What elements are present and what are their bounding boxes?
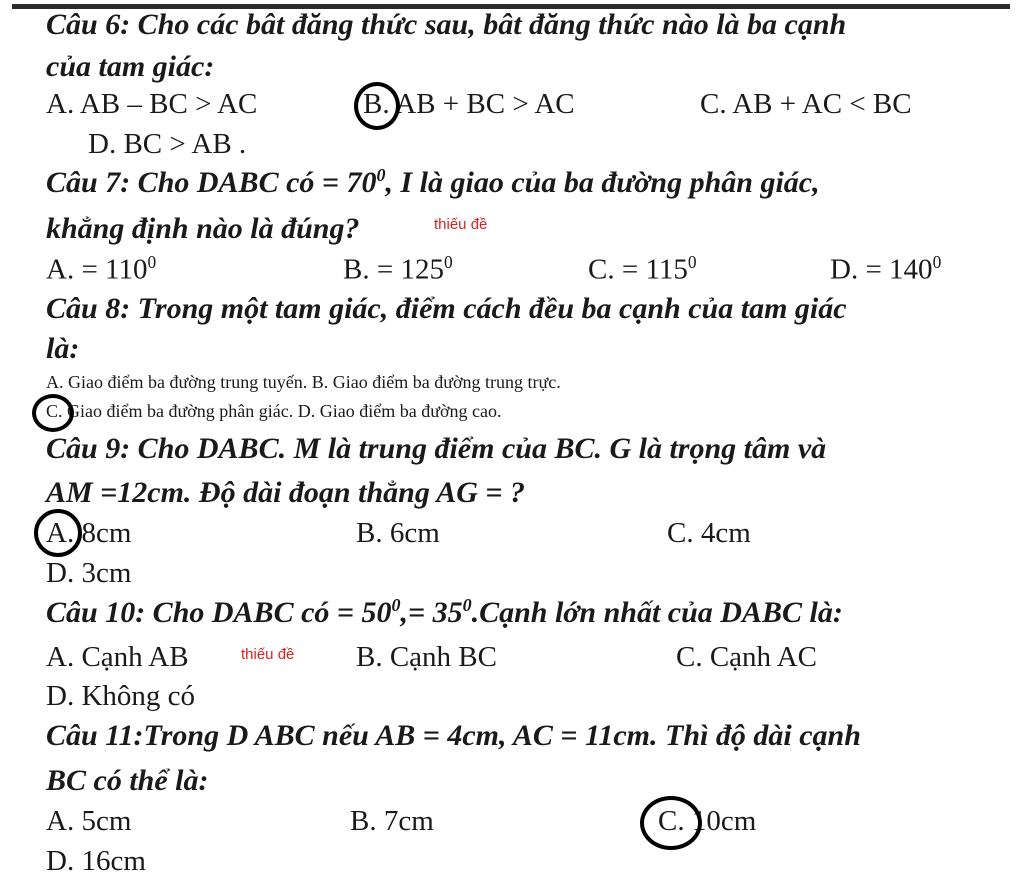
- answer-circle-q9: [34, 509, 82, 557]
- q10-option-a: A. Cạnh AB: [46, 641, 189, 673]
- q9-option-b: B. 6cm: [356, 517, 440, 549]
- q6-option-a: A. AB – BC > AC: [46, 88, 258, 120]
- q10-option-d: D. Không có: [46, 680, 196, 712]
- q8-options-a-b: A. Giao điểm ba đường trung tuyến. B. Giao điểm ba đường trung trực.: [46, 372, 561, 392]
- answer-circle-q11: [640, 796, 702, 850]
- q7-option-c: C. = $115^0$: [588, 252, 697, 286]
- q9-title-line1: Câu 9: Cho DABC. M là trung điểm của BC. G là trọng tâm và: [46, 432, 827, 465]
- q9-title-line2: AM =12cm. Độ dài đoạn thẳng AG = ?: [46, 476, 525, 509]
- q10-title: Câu 10: Cho DABC có = $50^0,=$ $35^0.Cạnh$ lớn nhất của DABC là:: [46, 595, 843, 629]
- q11-title-line1: Câu 11:Trong D ABC nếu AB = 4cm, AC = 11cm. Thì độ dài cạnh: [46, 719, 861, 752]
- q11-option-d: D. 16cm: [46, 845, 146, 877]
- q10-option-c: C. Cạnh AC: [676, 641, 817, 673]
- q6-title-line2: của tam giác:: [46, 50, 215, 83]
- q9-option-c: C. 4cm: [667, 517, 751, 549]
- q7-title-line2: khẳng định nào là đúng?: [46, 212, 360, 245]
- q7-handwritten-note: thiếu đề: [434, 216, 488, 233]
- q7-title-line1: Câu 7: Cho DABC có = $70^0$, I là giao của ba đường phân giác,: [46, 165, 820, 199]
- q9-option-a: A. 8cm: [46, 517, 132, 549]
- answer-circle-q8: [32, 394, 74, 432]
- q8-options-c-d: C. Giao điểm ba đường phân giác. D. Giao điểm ba đường cao.: [46, 401, 502, 421]
- q11-option-c: C. 10cm: [658, 805, 757, 837]
- q7-option-a: A. = $110^0$: [46, 252, 157, 286]
- answer-circle-q6: [354, 82, 400, 130]
- q7-option-d: D. = $140^0$: [830, 252, 942, 286]
- q10-option-b: B. Cạnh BC: [356, 641, 497, 673]
- q8-title-line2: là:: [46, 332, 80, 365]
- q11-title-line2: BC có thể là:: [46, 764, 209, 797]
- q8-title-line1: Câu 8: Trong một tam giác, điểm cách đều ba cạnh của tam giác: [46, 292, 847, 325]
- q6-option-c: C. AB + AC < BC: [700, 88, 912, 120]
- q11-option-a: A. 5cm: [46, 805, 132, 837]
- q6-option-b: B. AB + BC > AC: [363, 88, 575, 120]
- q9-option-d: D. 3cm: [46, 557, 132, 589]
- q10-handwritten-note: thiếu đề: [241, 646, 295, 663]
- q7-option-b: B. = $125^0$: [343, 252, 453, 286]
- q6-title-line1: Câu 6: Cho các bât đăng thức sau, bât đăng thức nào là ba cạnh: [46, 8, 847, 41]
- q6-option-d: D. BC > AB .: [88, 128, 247, 160]
- q11-option-b: B. 7cm: [350, 805, 434, 837]
